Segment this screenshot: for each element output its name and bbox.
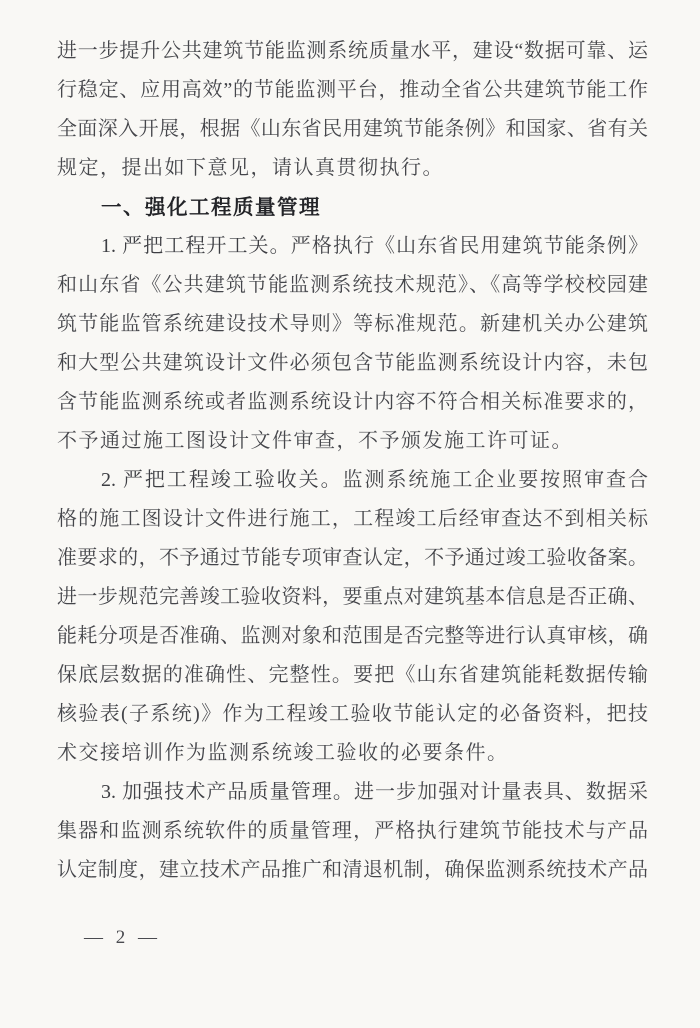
- text-line: 认定制度，建立技术产品推广和清退机制，确保监测系统技术产品: [57, 859, 648, 881]
- text-line: 规定，提出如下意见，请认真贯彻执行。: [57, 157, 444, 179]
- text-line: 含节能监测系统或者监测系统设计内容不符合相关标准要求的，: [57, 391, 648, 413]
- text-line: 集器和监测系统软件的质量管理，严格执行建筑节能技术与产品: [57, 820, 648, 842]
- text-line: 和山东省《公共建筑节能监测系统技术规范》、《高等学校校园建: [57, 274, 648, 296]
- text-line: 筑节能监管系统建设技术导则》等标准规范。新建机关办公建筑: [57, 313, 648, 335]
- text-line: 格的施工图设计文件进行施工，工程竣工后经审查达不到相关标: [57, 508, 648, 530]
- section-1-heading: [57, 188, 648, 227]
- item-3-paragraph: [57, 773, 648, 890]
- intro-paragraph-continued: [57, 32, 648, 188]
- text-line: 准要求的，不予通过节能专项审查认定，不予通过竣工验收备案。: [57, 547, 648, 569]
- text-line: 核验表(子系统)》作为工程竣工验收节能认定的必备资料，把技: [57, 703, 648, 725]
- page-number: — 2 —: [84, 927, 161, 948]
- text-line: 和大型公共建筑设计文件必须包含节能监测系统设计内容，未包: [57, 352, 648, 374]
- item-lead-phrase: 2. 严把工程竣工验收关。: [101, 469, 343, 491]
- text-line: 全面深入开展，根据《山东省民用建筑节能条例》和国家、省有关: [57, 118, 648, 140]
- text-line: 进一步规范完善竣工验收资料，要重点对建筑基本信息是否正确、: [57, 586, 648, 608]
- text-line: 3. 加强技术产品质量管理。进一步加强对计量表具、数据采: [101, 781, 648, 803]
- text-line: 1. 严把工程开工关。严格执行《山东省民用建筑节能条例》: [101, 235, 648, 257]
- item-1-paragraph: [57, 227, 648, 461]
- text-line: 进一步提升公共建筑节能监测系统质量水平，建设“数据可靠、运: [57, 40, 648, 62]
- text-line: 术交接培训作为监测系统竣工验收的必要条件。: [57, 742, 509, 764]
- item-2-paragraph: [57, 461, 648, 773]
- text-line: 不予通过施工图设计文件审查，不予颁发施工许可证。: [57, 430, 573, 452]
- text-line: 保底层数据的准确性、完整性。要把《山东省建筑能耗数据传输: [57, 664, 648, 686]
- item-lead-phrase: 3. 加强技术产品质量管理。: [101, 781, 354, 803]
- document-body: [57, 32, 648, 890]
- text-line: 一、强化工程质量管理: [101, 196, 321, 219]
- item-lead-phrase: 1. 严把工程开工关。: [101, 235, 291, 257]
- text-line: 行稳定、应用高效”的节能监测平台，推动全省公共建筑节能工作: [57, 79, 648, 101]
- text-line: 2. 严把工程竣工验收关。监测系统施工企业要按照审查合: [101, 469, 648, 491]
- text-line: 能耗分项是否准确、监测对象和范围是否完整等进行认真审核，确: [57, 625, 648, 647]
